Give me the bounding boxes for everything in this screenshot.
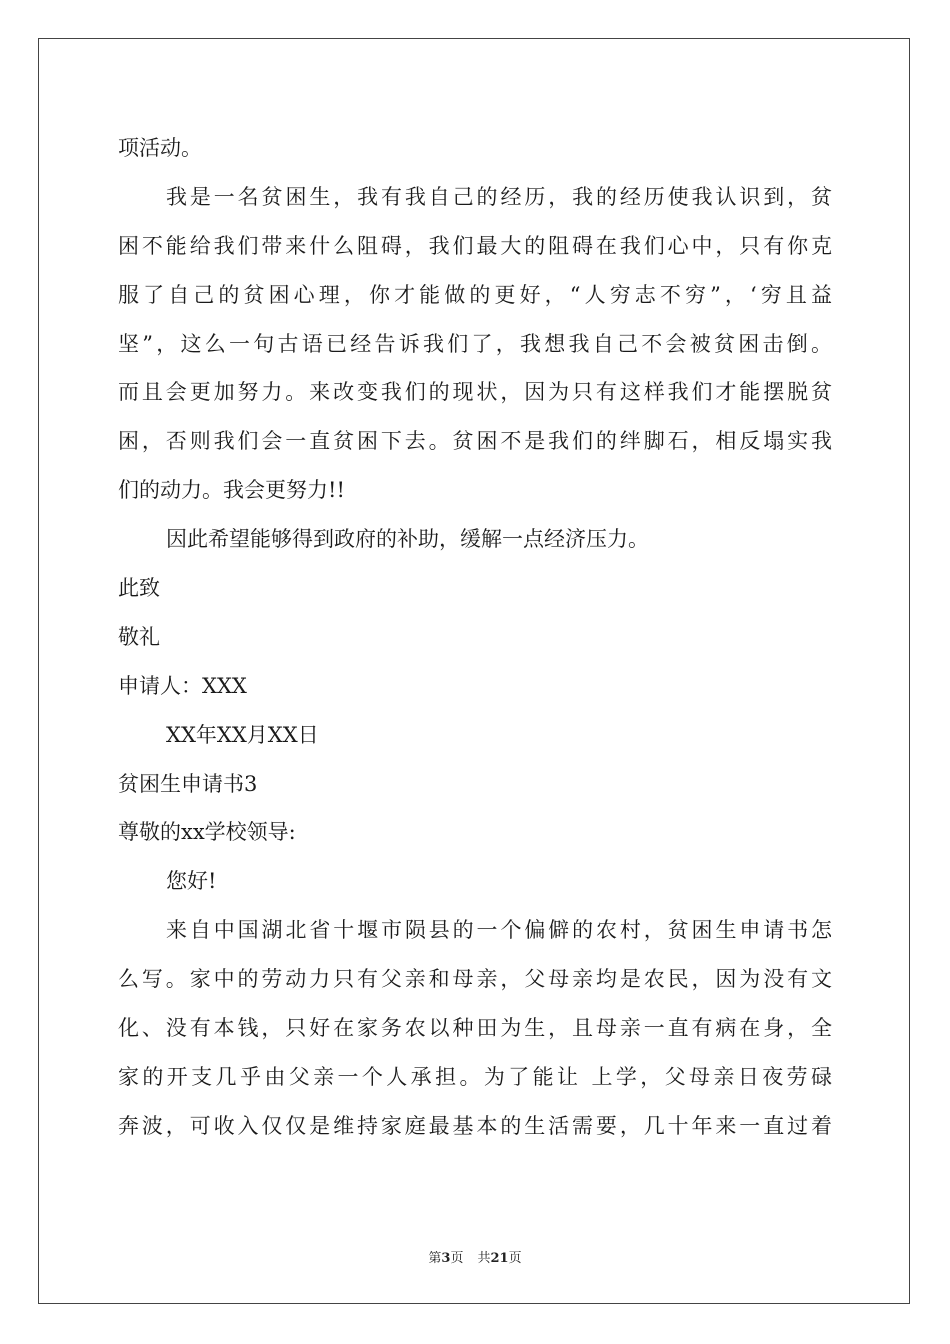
closing-line: 此致: [118, 576, 160, 601]
date-line: XX年XX月XX日: [166, 722, 319, 747]
paragraph-line: 而且会更加努力。来改变我们的现状，因为只有这样我们才能摆脱贫: [118, 380, 832, 405]
paragraph-line: 困，否则我们会一直贫困下去。贫困不是我们的绊脚石，相反塌实我: [118, 429, 832, 454]
paragraph-line: 服了自己的贫困心理，你才能做的更好，“人穷志不穷”，‘穷且益: [118, 282, 832, 307]
paragraph-line: 奔波，可收入仅仅是维持家庭最基本的生活需要，几十年来一直过着: [118, 1113, 832, 1138]
paragraph-line: 我是一名贫困生，我有我自己的经历，我的经历使我认识到，贫: [166, 184, 832, 209]
applicant-line: 申请人：XXX: [118, 673, 247, 698]
total-pages: 21: [490, 1251, 509, 1266]
page-suffix: 页: [450, 1251, 464, 1266]
addressee-line: 尊敬的xx学校领导:: [118, 820, 296, 845]
salutation-line: 敬礼: [118, 624, 160, 649]
paragraph-line: 项活动。: [118, 136, 202, 160]
document-body: [118, 124, 832, 1151]
section-title: 贫困生申请书3: [118, 771, 258, 796]
total-prefix: 共: [477, 1251, 491, 1266]
page-footer: [0, 1247, 950, 1266]
total-suffix: 页: [508, 1251, 522, 1266]
paragraph-line: 么写。家中的劳动力只有父亲和母亲，父母亲均是农民，因为没有文: [118, 967, 832, 992]
paragraph-line: 因此希望能够得到政府的补助，缓解一点经济压力。: [166, 527, 649, 552]
page-prefix: 第: [428, 1251, 442, 1266]
greeting-line: 您好!: [166, 869, 217, 894]
paragraph-line: 家的开支几乎由父亲一个人承担。为了能让 上学，父母亲日夜劳碌: [118, 1064, 832, 1089]
paragraph-line: 坚”，这么一句古语已经告诉我们了，我想我自己不会被贫困击倒。: [118, 331, 832, 356]
page-number: 3: [441, 1251, 451, 1266]
paragraph-line: 来自中国湖北省十堰市陨县的一个偏僻的农村，贫困生申请书怎: [166, 918, 832, 943]
paragraph-line: 化、没有本钱，只好在家务农以种田为生，且母亲一直有病在身，全: [118, 1016, 832, 1041]
paragraph-line: 们的动力。我会更努力!!: [118, 478, 345, 503]
paragraph-line: 困不能给我们带来什么阻碍，我们最大的阻碍在我们心中，只有你克: [118, 233, 832, 258]
